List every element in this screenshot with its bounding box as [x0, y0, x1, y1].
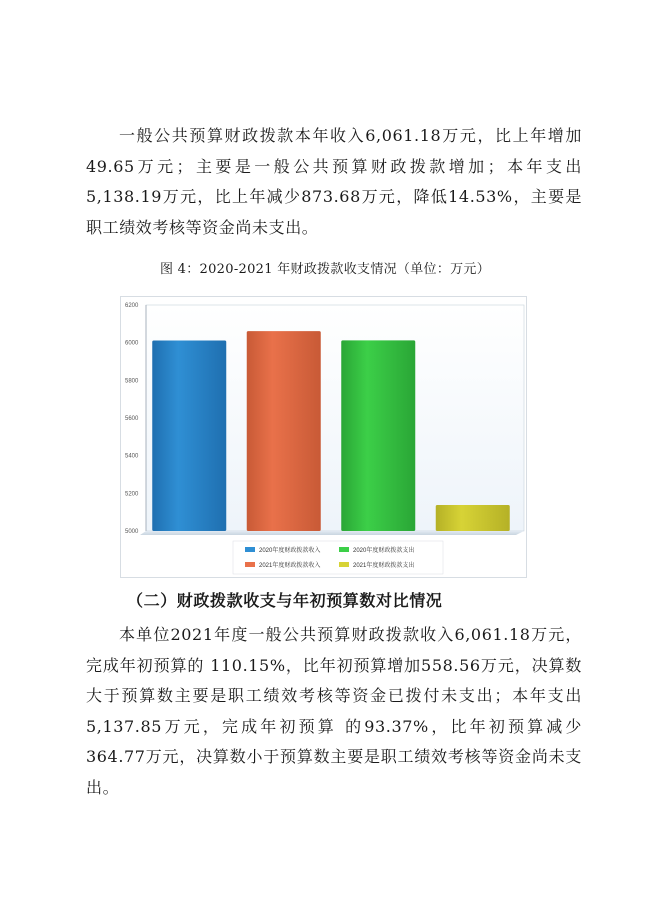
- legend-label: 2020年度财政拨款收入: [259, 548, 321, 554]
- legend-swatch: [339, 562, 349, 567]
- legend-box: [233, 541, 443, 574]
- legend-label: 2020年度财政拨款支出: [353, 548, 415, 554]
- paragraph-revenue-expenditure: 一般公共预算财政拨款本年收入6,061.18万元，比上年增加49.65万元；主要是一般公共预算财政拨款增加；本年支出5,138.19万元，比上年减少873.68万元，降低14.53%，主要是职工绩效考核等资金尚未支出。: [86, 126, 582, 237]
- plot-floor: [140, 531, 524, 535]
- y-tick-label: 6200: [125, 303, 139, 309]
- bar-4: [436, 505, 510, 531]
- y-tick-label: 5400: [125, 453, 139, 460]
- y-tick-label: 5600: [125, 416, 139, 422]
- bar-1: [152, 340, 226, 531]
- legend-label: 2021年度财政拨款支出: [353, 563, 415, 569]
- section-heading: （二）财政拨款收支与年初预算数对比情况: [127, 591, 443, 610]
- figure-caption: 图 4：2020-2021 年财政拨款收支情况（单位：万元）: [159, 262, 491, 277]
- legend-swatch: [339, 547, 349, 552]
- bar-3: [341, 340, 415, 531]
- y-tick-label: 5000: [125, 529, 139, 535]
- legend-swatch: [245, 547, 255, 552]
- legend-swatch: [245, 562, 255, 567]
- y-tick-label: 6000: [125, 340, 139, 347]
- bar-2: [247, 331, 321, 531]
- y-tick-label: 5800: [125, 378, 139, 385]
- paragraph-budget-comparison: 本单位2021年度一般公共预算财政拨款收入6,061.18万元，完成年初预算的 110.15%，比年初预算增加558.56万元，决算数大于预算数主要是职工绩效考核等资金已拨付未支出；本年支出5,137.85万元，完成年初预算 的93.37%，比年初预算减少364.77万元，决算数小于预算数主要是职工绩效考核等资金尚未支出。: [86, 625, 582, 797]
- y-tick-label: 5200: [125, 491, 139, 498]
- legend-label: 2021年度财政拨款收入: [259, 563, 321, 569]
- bar-chart: [120, 296, 527, 578]
